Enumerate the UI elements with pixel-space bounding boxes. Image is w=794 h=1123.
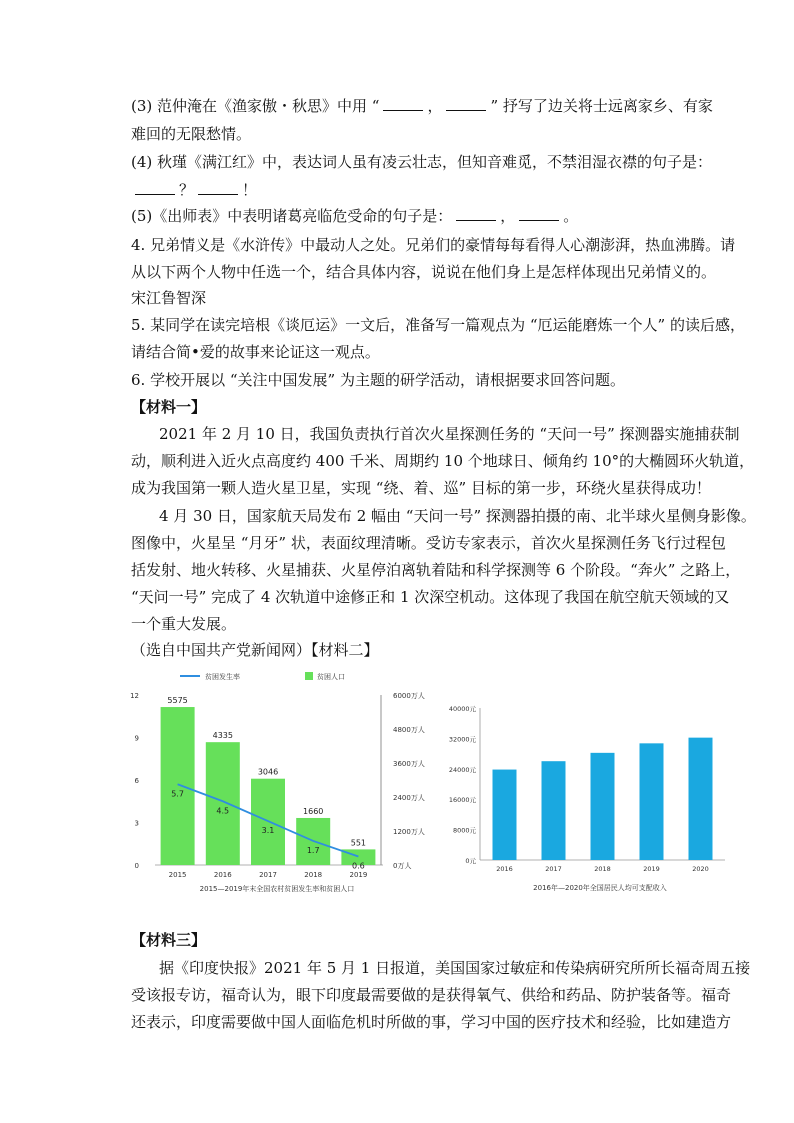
left-tick-label: 0 [134, 862, 139, 870]
material1-p2-line1: 4 月 30 日，国家航天局发布 2 幅由 “天问一号” 探测器拍摄的南、北半球火星侧身影像。 [159, 507, 756, 525]
x-tick-label: 2020 [692, 865, 709, 873]
legend-population-label: 贫困人口 [317, 673, 345, 681]
chart1-legend [180, 672, 345, 681]
x-tick-label: 2016 [496, 865, 513, 873]
y-tick-label: 16000元 [448, 796, 476, 805]
answer-blank[interactable] [383, 96, 423, 111]
material1-p1-line3: 成为我国第一颗人造火星卫星，实现 “绕、着、巡” 目标的第一步，环绕火星获得成功！ [131, 479, 711, 497]
q3-line2: 难回的无限愁情。 [131, 125, 252, 143]
right-tick-label: 2400万人 [393, 794, 425, 802]
material3-line1: 据《印度快报》2021 年 5 月 1 日报道，美国国家过敏症和传染病研究所所长福奇周五接 [159, 959, 751, 977]
right-tick-label: 4800万人 [393, 726, 425, 734]
material1-title: 【材料一】 [131, 398, 207, 416]
income-bar [689, 738, 713, 860]
material3-line3: 还表示，印度需要做中国人面临危机时所做的事，学习中国的医疗技术和经验，比如建造方 [131, 1013, 732, 1031]
item5-line1: 5. 某同学在读完培根《谈厄运》一文后，准备写一篇观点为 “厄运能磨炼一个人” 的读后感， [131, 316, 745, 334]
q4-exclamation-mark: ！ [242, 181, 258, 199]
left-tick-label: 12 [130, 692, 139, 700]
right-tick-label: 0万人 [393, 862, 412, 870]
income-bar [493, 770, 517, 860]
material1-p2-line5: 一个重大发展。 [131, 615, 237, 633]
x-tick-label: 2015 [168, 871, 187, 879]
rate-label: 5.7 [171, 789, 184, 799]
rate-label: 0.6 [352, 861, 365, 871]
material1-p1-line2: 动，顺利进入近火点高度约 400 千米、周期约 10 个地球日、倾角约 10°的大椭圆环火轨道， [131, 452, 755, 470]
material1-p2-line2: 图像中，火星呈 “月牙” 状，表面纹理清晰。受访专家表示，首次火星探测任务飞行过程包 [131, 534, 726, 552]
q3-line1 [131, 96, 713, 116]
right-tick-label: 6000万人 [393, 692, 425, 700]
item4-line3: 宋江鲁智深 [131, 289, 207, 307]
income-bar [542, 761, 566, 860]
legend-rate-label: 贫困发生率 [205, 673, 240, 681]
material1-source: （选自中国共产党新闻网）【材料二】 [131, 641, 379, 659]
q5-sep: ， [500, 207, 516, 225]
population-label: 5575 [167, 696, 188, 706]
q5-before: (5)《出师表》中表明诸葛亮临危受命的句子是： [131, 207, 453, 225]
left-tick-label: 3 [134, 819, 139, 828]
answer-blank[interactable] [456, 206, 496, 221]
x-tick-label: 2017 [259, 871, 277, 879]
chart1-caption: 2015—2019年末全国农村贫困发生率和贫困人口 [199, 885, 355, 893]
material3-line2: 受该报专访，福奇认为，眼下印度最需要做的是获得氧气、供给和药品、防护装备等。福奇 [131, 986, 732, 1004]
material3-title: 【材料三】 [131, 931, 207, 949]
x-tick-label: 2019 [349, 871, 368, 879]
x-tick-label: 2016 [213, 871, 232, 879]
y-tick-label: 40000元 [448, 705, 476, 713]
rate-label: 1.7 [306, 845, 320, 855]
right-tick-label: 1200万人 [393, 828, 425, 836]
population-label: 4335 [212, 731, 233, 741]
population-label: 1660 [303, 806, 324, 816]
y-tick-label: 32000元 [448, 735, 476, 744]
income-bar [591, 753, 615, 860]
answer-blank[interactable] [446, 96, 486, 111]
legend-bar-swatch [305, 672, 313, 680]
income-chart [440, 700, 740, 895]
q5-end: 。 [563, 207, 579, 225]
poverty-chart [125, 665, 440, 905]
y-tick-label: 24000元 [448, 765, 476, 774]
material1-p2-line4: “天问一号” 完成了 4 次轨道中途修正和 1 次深空机动。这体现了我国在航空航天领域的又 [131, 588, 730, 606]
answer-blank[interactable] [519, 206, 559, 221]
right-tick-label: 3600万人 [393, 760, 425, 768]
item4-line1: 4. 兄弟情义是《水浒传》中最动人之处。兄弟们的豪情每每看得人心潮澎湃，热血沸腾。请 [131, 236, 736, 254]
population-label: 3046 [257, 767, 279, 777]
q4-line2 [131, 180, 257, 200]
item6-line1: 6. 学校开展以 “关注中国发展” 为主题的研学活动，请根据要求回答问题。 [131, 371, 625, 389]
q3-before: (3) 范仲淹在《渔家傲・秋思》中用 “ [131, 97, 380, 115]
population-bar [206, 742, 240, 865]
y-tick-label: 8000元 [452, 826, 476, 835]
material1-p2-line3: 括发射、地火转移、火星捕获、火星停泊离轨着陆和科学探测等 6 个阶段。“奔火” 之路上， [131, 561, 741, 579]
material1-p1-line1: 2021 年 2 月 10 日，我国负责执行首次火星探测任务的 “天问一号” 探测器实施捕获制 [159, 425, 740, 443]
left-tick-label: 6 [134, 777, 139, 785]
item5-line2: 请结合简•爱的故事来论证这一观点。 [131, 343, 380, 361]
y-tick-label: 0元 [465, 857, 476, 865]
answer-blank[interactable] [135, 180, 175, 195]
chart2-caption: 2016年—2020年全国居民人均可支配收入 [533, 884, 667, 892]
item4-line2: 从以下两个人物中任选一个，结合具体内容，说说在他们身上是怎样体现出兄弟情义的。 [131, 263, 717, 281]
x-tick-label: 2018 [304, 871, 323, 879]
x-tick-label: 2017 [545, 865, 562, 873]
left-tick-label: 9 [134, 734, 139, 743]
q3-sep: ， [427, 97, 443, 115]
rate-label: 4.5 [216, 806, 230, 816]
x-tick-label: 2019 [643, 865, 660, 873]
income-bar [640, 743, 664, 860]
q4-question-mark: ？ [179, 181, 195, 199]
answer-blank[interactable] [198, 180, 238, 195]
q5-line1 [131, 206, 578, 226]
population-bar [161, 707, 195, 865]
x-tick-label: 2018 [594, 865, 611, 873]
q4-line1: (4) 秋瑾《满江红》中，表达词人虽有凌云壮志，但知音难觅，不禁泪湿衣襟的句子是： [131, 153, 713, 171]
population-label: 551 [350, 838, 367, 848]
rate-label: 3.1 [261, 826, 275, 836]
q3-after: ” 抒写了边关将士远离家乡、有家 [490, 97, 713, 115]
